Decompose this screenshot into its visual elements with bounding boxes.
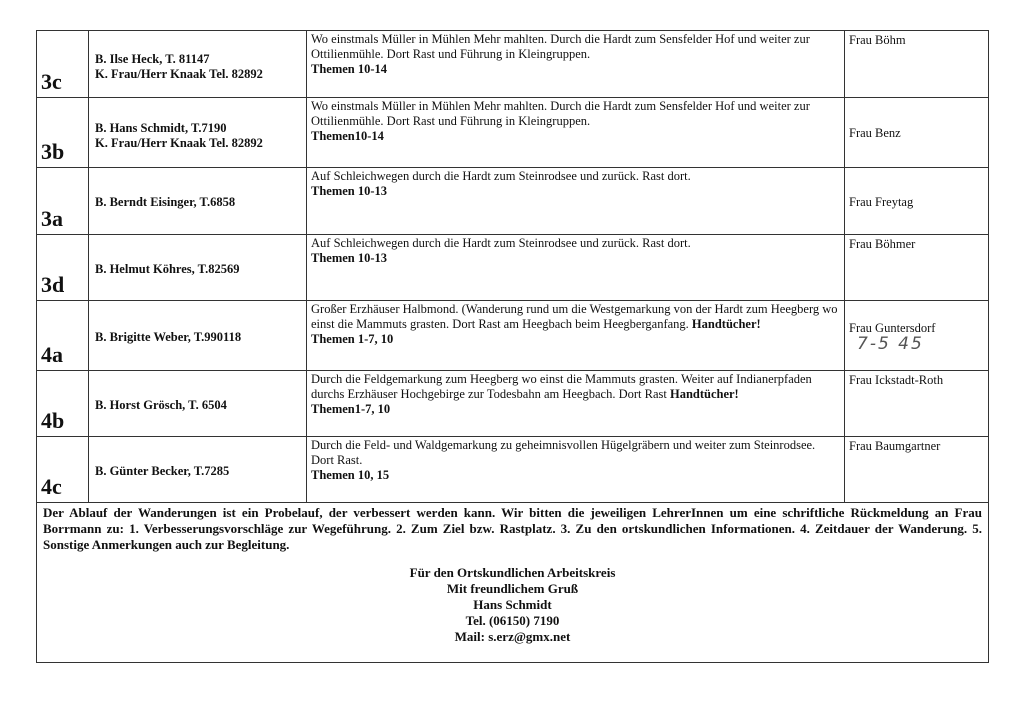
teacher-cell [845,168,989,235]
tour-cell [307,437,845,503]
class-row [37,235,989,301]
themes-label: Themen 10, 15 [311,468,390,482]
signature-line: Für den Ortskundlichen Arbeitskreis [409,565,616,580]
guide-contact: B. Ilse Heck, T. 81147 [95,52,210,66]
signature-line: Tel. (06150) 7190 [465,613,560,628]
themes-label: Themen 1-7, 10 [311,332,394,346]
tour-cell [307,98,845,168]
class-cell [37,31,89,98]
tour-cell [307,31,845,98]
towel-note: Handtücher! [669,387,739,401]
excursion-table [36,30,989,663]
tour-description: Durch die Feldgemarkung zum Heegberg wo einst die Mammuts grasten. Weiter auf Indianerpfaden durchs Erzhäuser Hochgebirge zur Todesbahn am Heegbach. Dort Rast [311,372,812,401]
teacher-name: Frau Böhmer [849,237,916,251]
guide-cell [89,301,307,371]
class-label: 4a [41,342,63,367]
class-cell [37,98,89,168]
guide-cell [89,235,307,301]
class-label: 3a [41,206,63,231]
guide-contact: B. Berndt Eisinger, T.6858 [95,195,236,209]
class-cell [37,301,89,371]
tour-description: Auf Schleichwegen durch die Hardt zum Steinrodsee und zurück. Rast dort. [311,169,691,183]
class-label: 4c [41,474,62,499]
class-cell [37,168,89,235]
towel-note: Handtücher! [691,317,761,331]
class-label: 3d [41,272,65,297]
guide-contact: B. Helmut Köhres, T.82569 [95,261,240,276]
guide-contact: K. Frau/Herr Knaak Tel. 82892 [95,135,263,150]
teacher-name: Frau Ickstadt-Roth [849,373,944,387]
class-row [37,437,989,503]
guide-contact: K. Frau/Herr Knaak Tel. 82892 [95,67,263,81]
class-cell [37,437,89,503]
guide-cell [89,31,307,98]
tour-cell [307,168,845,235]
class-row [37,98,989,168]
themes-label: Themen1-7, 10 [311,402,391,416]
themes-label: Themen 10-13 [311,184,388,198]
tour-description: Großer Erzhäuser Halbmond. (Wanderung rund um die Westgemarkung von der Hardt zum Heegberg wo einst die Mammuts grasten. Dort Rast am Heegbach beim Heegberganfang. [311,302,838,331]
guide-cell [89,168,307,235]
teacher-cell [845,437,989,503]
teacher-name: Frau Guntersdorf [849,321,936,335]
guide-contact: B. Horst Grösch, T. 6504 [95,397,227,412]
tour-cell [307,371,845,437]
class-cell [37,371,89,437]
tour-description: Durch die Feld- und Waldgemarkung zu geheimnisvollen Hügelgräbern und weiter zum Steinrodsee. Dort Rast. [311,438,816,467]
tour-description: Wo einstmals Müller in Mühlen Mehr mahlten. Durch die Hardt zum Sensfelder Hof und weiter zur Ottilienmühle. Dort Rast und Führung in Kleingruppen. [311,32,810,61]
teacher-cell [845,31,989,98]
signature-line: Hans Schmidt [473,597,552,612]
class-cell [37,235,89,301]
class-label: 4b [41,408,65,433]
teacher-name: Frau Freytag [849,194,914,209]
guide-contact: B. Hans Schmidt, T.7190 [95,120,227,135]
class-row [37,371,989,437]
class-label: 3b [41,139,65,164]
class-row [37,168,989,235]
handwritten-note: 7-5 45 [857,334,924,354]
guide-contact: B. Brigitte Weber, T.990118 [95,329,242,344]
teacher-cell [845,98,989,168]
themes-label: Themen 10-14 [311,62,388,76]
teacher-cell [845,371,989,437]
signature-block [43,565,982,645]
teacher-cell [845,301,989,371]
tour-description: Wo einstmals Müller in Mühlen Mehr mahlten. Durch die Hardt zum Sensfelder Hof und weiter zur Ottilienmühle. Dort Rast und Führung in Kleingruppen. [311,99,810,128]
teacher-name: Frau Benz [849,126,901,140]
tour-cell [307,301,845,371]
teacher-name: Frau Böhm [849,33,906,47]
tour-cell [307,235,845,301]
feedback-note: Der Ablauf der Wanderungen ist ein Probelauf, der verbessert werden kann. Wir bitten die jeweiligen LehrerInnen um eine schriftliche Rückmeldung an Frau Borrmann zu: 1. Verbesserungsvorschläge zur Wegeführung. 2. Zum Ziel bzw. Rastplatz. 3. Zu den ortskundlichen Informationen. 4. Zeitdauer der Wanderung. 5. Sonstige Anmerkungen auch zur Begleitung. [43,505,982,552]
themes-label: Themen10-14 [311,129,384,143]
guide-cell [89,437,307,503]
guide-contact: B. Günter Becker, T.7285 [95,463,230,478]
signature-line: Mit freundlichem Gruß [446,581,579,596]
class-row [37,301,989,371]
guide-cell [89,371,307,437]
tour-description: Auf Schleichwegen durch die Hardt zum Steinrodsee und zurück. Rast dort. [311,236,691,250]
teacher-name: Frau Baumgartner [849,439,941,453]
guide-cell [89,98,307,168]
class-label: 3c [41,69,62,94]
themes-label: Themen 10-13 [311,251,388,265]
teacher-cell [845,235,989,301]
footer-cell [37,503,989,663]
signature-line: Mail: s.erz@gmx.net [454,629,571,644]
class-row [37,31,989,98]
